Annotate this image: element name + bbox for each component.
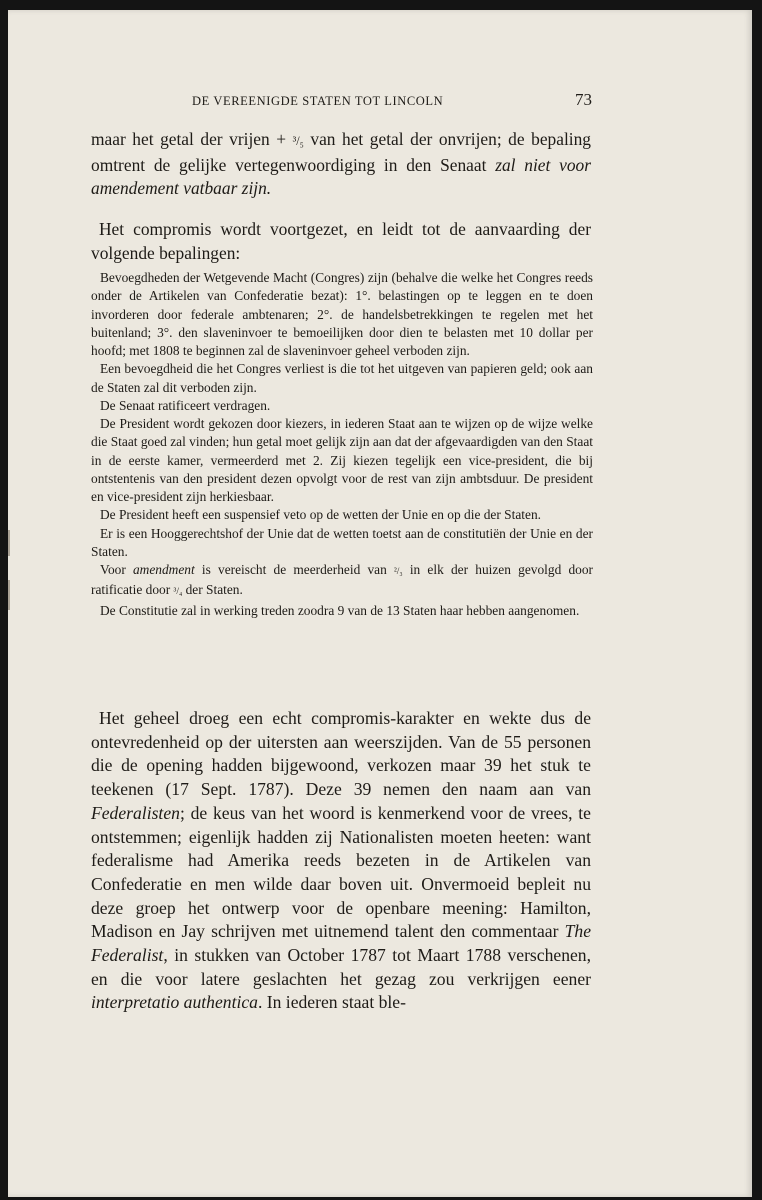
paragraph-3: Het geheel droeg een echt compromis-karakter en wekte dus de ontevredenheid op der uitersten aan weerszijden. Van de 55 personen die de opening hadden bijgewoond, verkozen maar 39 het stuk te teekenen (17 Sept. 1787). Deze 39 nemen den naam aan van Federalisten; de keus van het woord is kenmerkend voor de vrees, te ontstemmen; eigenlijk hadden zij Nationalisten moeten heeten: want federalisme had Amerika reeds bezeten in de Artikelen van Confederatie en men wilde daar boven uit. Onvermoeid bepleit nu deze groep het ontwerp voor de openbare meening: Hamilton, Madison en Jay schrijven met uitnemend talent den commentaar The Federalist, in stukken van October 1787 tot Maart 1788 verschenen, en die voor latere geslachten het gezag zou verkrijgen eener interpretatio authentica. In iederen staat ble- <box>91 708 591 1013</box>
fraction: ³/₅ <box>292 134 304 148</box>
paragraph-2: Het compromis wordt voortgezet, en leidt tot de aanvaarding der volgende bepalingen: <box>91 219 591 263</box>
running-title: DE VEREENIGDE STATEN TOT LINCOLN <box>192 94 444 108</box>
summary-item: De Constitutie zal in werking treden zoodra 9 van de 13 Staten haar hebben aangenomen. <box>100 602 580 618</box>
summary-item: De Senaat ratificeert verdragen. <box>100 397 271 413</box>
page-header <box>96 90 592 114</box>
summary-item-amendment: Voor amendment is vereischt de meerderheid van ²/₃ in elk der huizen gevolgd door ratificatie door ³/₄ der Staten. <box>91 562 593 598</box>
summary-item: De President wordt gekozen door kiezers, in iederen Staat aan te wijzen op de wijze welke die Staat goed zal vinden; hun getal moet gelijk zijn aan dat der afgevaardigden van den Staat in de eerste kamer, vermeerderd met 2. Zij kiezen tegelijk een vice-president, die bij ontstentenis van den president dezen opvolgt voor de rest van zijn ambtsduur. De president en vice-president zijn herkiesbaar. <box>91 416 593 504</box>
fraction: ³/₄ <box>173 587 183 598</box>
fraction: ²/₃ <box>393 567 403 577</box>
summary-item: Bevoegdheden der Wetgevende Macht (Congres) zijn (behalve die welke het Congres reeds onder de Artikelen van Confederatie bezat): 1°. belastingen op te leggen en te doen invorderen door federale ambtenaren; 2°. de handelsbetrekkingen te regelen met het buitenland; 3°. den slaveninvoer te bemoeilijken door dien te belasten met 10 dollar per hoofd; met 1808 te beginnen zal de slaveninvoer geheel verboden zijn. <box>91 270 593 358</box>
margin-mark <box>8 580 10 610</box>
summary-item: De President heeft een suspensief veto op de wetten der Unie en op die der Staten. <box>100 507 542 523</box>
summary-item: Een bevoegdheid die het Congres verliest is die tot het uitgeven van papieren geld; ook aan de Staten zal dit verboden zijn. <box>91 361 593 395</box>
paragraph-1: maar het getal der vrijen + ³/₅ van het getal der onvrijen; de bepaling omtrent de gelijke vertegenwoordiging in den Senaat zal niet voor amendement vatbaar zijn. <box>91 129 592 198</box>
constitution-summary <box>91 269 593 620</box>
page-number: 73 <box>575 90 592 109</box>
margin-mark <box>8 530 10 556</box>
italic-text: zal niet voor amendement vatbaar zijn. <box>91 154 591 198</box>
book-page <box>8 10 752 1197</box>
summary-item: Er is een Hooggerechtshof der Unie dat de wetten toetst aan de constitutiën der Unie en der Staten. <box>91 525 593 559</box>
